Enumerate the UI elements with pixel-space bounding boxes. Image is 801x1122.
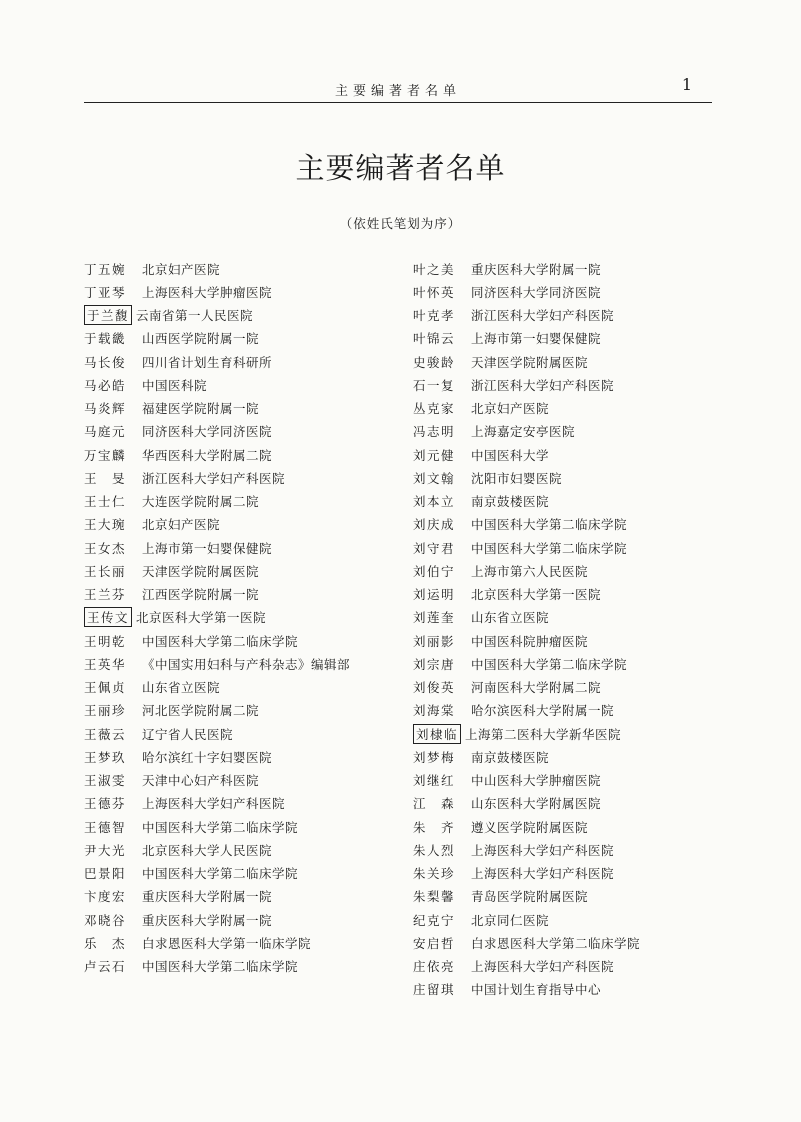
editor-entry (413, 629, 640, 652)
editor-affiliation: 山东省立医院 (142, 680, 221, 696)
editor-entry (84, 490, 350, 513)
editor-affiliation: 白求恩医科大学第二临床学院 (471, 935, 641, 951)
editor-name: 叶之美 (413, 261, 456, 277)
editor-name: 丛克家 (413, 401, 456, 417)
editor-entry (413, 443, 640, 466)
editor-entry (84, 327, 350, 350)
editor-name: 尹大光 (84, 842, 127, 858)
editor-entry (84, 792, 350, 815)
editor-name: 卞度宏 (84, 889, 127, 905)
editor-entry (413, 652, 640, 675)
editor-affiliation: 山西医学院附属一院 (142, 331, 260, 347)
editor-affiliation: 北京医科大学人民医院 (142, 842, 273, 858)
editor-affiliation: 重庆医科大学附属一院 (142, 889, 273, 905)
editor-entry (84, 815, 350, 838)
editor-affiliation: 上海市第六人民医院 (471, 563, 589, 579)
editor-affiliation: 中国医科大学第二临床学院 (142, 959, 299, 975)
editor-affiliation: 河北医学院附属二院 (142, 703, 260, 719)
editor-affiliation: 同济医科大学同济医院 (142, 424, 273, 440)
editor-name: 刘海棠 (413, 703, 456, 719)
editor-affiliation: 中国医科大学第二临床学院 (471, 517, 628, 533)
editor-name: 王薇云 (84, 726, 127, 742)
editor-affiliation: 天津医学院附属医院 (471, 354, 589, 370)
page-number: 1 (681, 75, 692, 94)
editor-entry (413, 862, 640, 885)
editor-name: 王兰芬 (84, 587, 127, 603)
editor-name: 刘伯宁 (413, 563, 456, 579)
editor-affiliation: 南京鼓楼医院 (471, 494, 550, 510)
editor-entry (413, 513, 640, 536)
editor-name: 刘俊英 (413, 680, 456, 696)
editor-affiliation: 天津医学院附属医院 (142, 563, 260, 579)
editor-affiliation: 江西医学院附属一院 (142, 587, 260, 603)
editor-name: 王德智 (84, 819, 127, 835)
editor-name: 王丽珍 (84, 703, 127, 719)
editor-name: 纪克宁 (413, 912, 456, 928)
editor-affiliation: 重庆医科大学附属一院 (471, 261, 602, 277)
editor-entry (84, 931, 350, 954)
editor-affiliation: 北京医科大学第一医院 (136, 610, 267, 626)
editor-affiliation: 中国医科大学第二临床学院 (142, 633, 299, 649)
editor-entry (413, 559, 640, 582)
editor-name: 史骏龄 (413, 354, 456, 370)
editor-affiliation: 上海医科大学妇产科医院 (142, 796, 286, 812)
editor-affiliation: 浙江医科大学妇产科医院 (471, 377, 615, 393)
editor-affiliation: 中国计划生育指导中心 (471, 982, 602, 998)
editor-name: 卢云石 (84, 959, 127, 975)
editor-name: 叶锦云 (413, 331, 456, 347)
editor-affiliation: 遵义医学院附属医院 (471, 819, 589, 835)
editor-entry (413, 490, 640, 513)
editor-entry (84, 280, 350, 303)
editor-name: 刘宗唐 (413, 656, 456, 672)
editor-name: 王传文 (84, 607, 132, 627)
editor-affiliation: 北京妇产医院 (471, 401, 550, 417)
editor-entry (413, 769, 640, 792)
editor-entry (84, 420, 350, 443)
editor-name: 刘丽影 (413, 633, 456, 649)
editor-name: 刘梦梅 (413, 749, 456, 765)
editor-name: 巴景阳 (84, 866, 127, 882)
editor-name: 丁亚琴 (84, 284, 127, 300)
editor-name: 马庭元 (84, 424, 127, 440)
editor-name: 朱 齐 (413, 819, 456, 835)
editor-name: 于兰馥 (84, 305, 132, 325)
editor-affiliation: 《中国实用妇科与产科杂志》编辑部 (142, 656, 351, 672)
editor-entry (84, 862, 350, 885)
editor-entry (84, 583, 350, 606)
editor-entry (413, 931, 640, 954)
editor-entry (413, 745, 640, 768)
editor-entry (84, 350, 350, 373)
right-column (413, 257, 640, 1001)
editor-entry (84, 629, 350, 652)
editor-name: 刘运明 (413, 587, 456, 603)
editor-name: 刘守君 (413, 540, 456, 556)
editor-name: 王德芬 (84, 796, 127, 812)
editor-affiliation: 上海市第一妇婴保健院 (471, 331, 602, 347)
editor-affiliation: 上海医科大学妇产科医院 (471, 959, 615, 975)
editor-entry (413, 792, 640, 815)
editor-name: 马炎辉 (84, 401, 127, 417)
editor-entry (413, 955, 640, 978)
editor-name: 朱关珍 (413, 866, 456, 882)
editor-entry (84, 466, 350, 489)
editor-name: 王女杰 (84, 540, 127, 556)
editor-affiliation: 中国医科大学第二临床学院 (471, 540, 628, 556)
editor-affiliation: 浙江医科大学妇产科医院 (142, 470, 286, 486)
editor-entry (413, 350, 640, 373)
editor-affiliation: 南京鼓楼医院 (471, 749, 550, 765)
editor-affiliation: 华西医科大学附属二院 (142, 447, 273, 463)
editor-name: 刘庆成 (413, 517, 456, 533)
editor-affiliation: 天津中心妇产科医院 (142, 773, 260, 789)
editor-entry (413, 606, 640, 629)
editor-affiliation: 哈尔滨医科大学附属一院 (471, 703, 615, 719)
editor-name: 冯志明 (413, 424, 456, 440)
editor-affiliation: 上海嘉定安亭医院 (471, 424, 576, 440)
editor-name: 王明乾 (84, 633, 127, 649)
editor-affiliation: 沈阳市妇婴医院 (471, 470, 563, 486)
editor-entry (413, 397, 640, 420)
editor-affiliation: 中国医科大学第二临床学院 (142, 866, 299, 882)
page-title: 主要编著者名单 (295, 151, 506, 185)
editor-entry (84, 536, 350, 559)
editor-affiliation: 上海医科大学妇产科医院 (471, 842, 615, 858)
editor-entry (413, 722, 640, 745)
editor-affiliation: 云南省第一人民医院 (136, 308, 254, 324)
editor-entry (413, 257, 640, 280)
editor-affiliation: 浙江医科大学妇产科医院 (471, 308, 615, 324)
editor-affiliation: 河南医科大学附属二院 (471, 680, 602, 696)
editor-name: 朱人烈 (413, 842, 456, 858)
editor-entry (413, 466, 640, 489)
editor-entry (413, 838, 640, 861)
editor-affiliation: 大连医学院附属二院 (142, 494, 260, 510)
running-title: 主要编著者名单 (334, 84, 461, 99)
editor-entry (413, 536, 640, 559)
editor-name: 王 旻 (84, 470, 127, 486)
left-column (84, 257, 350, 978)
editor-entry (413, 699, 640, 722)
editor-entry (84, 257, 350, 280)
editor-affiliation: 中国医科大学第二临床学院 (142, 819, 299, 835)
editor-affiliation: 四川省计划生育科研所 (142, 354, 273, 370)
editor-entry (413, 420, 640, 443)
editor-name: 朱梨馨 (413, 889, 456, 905)
editor-entry (413, 373, 640, 396)
editor-entry (413, 676, 640, 699)
editor-name: 叶克孝 (413, 308, 456, 324)
editor-name: 万宝麟 (84, 447, 127, 463)
editor-name: 刘继红 (413, 773, 456, 789)
editor-entry (413, 908, 640, 931)
editor-entry (84, 838, 350, 861)
editor-affiliation: 哈尔滨红十字妇婴医院 (142, 749, 273, 765)
editor-affiliation: 青岛医学院附属医院 (471, 889, 589, 905)
page-subtitle: （依姓氏笔划为序） (339, 216, 462, 231)
editor-affiliation: 上海医科大学妇产科医院 (471, 866, 615, 882)
editor-affiliation: 辽宁省人民医院 (142, 726, 234, 742)
editor-name: 王佩贞 (84, 680, 127, 696)
editor-affiliation: 重庆医科大学附属一院 (142, 912, 273, 928)
editor-affiliation: 同济医科大学同济医院 (471, 284, 602, 300)
editor-name: 刘莲奎 (413, 610, 456, 626)
editor-name: 叶怀英 (413, 284, 456, 300)
editor-name: 刘文翰 (413, 470, 456, 486)
editor-entry (84, 745, 350, 768)
editor-name: 王梦玖 (84, 749, 127, 765)
editor-entry (413, 327, 640, 350)
editor-entry (84, 652, 350, 675)
editor-entry (413, 304, 640, 327)
editor-name: 安启哲 (413, 935, 456, 951)
editor-entry (84, 885, 350, 908)
editor-entry (84, 908, 350, 931)
running-header (84, 75, 712, 103)
editor-affiliation: 中山医科大学肿瘤医院 (471, 773, 602, 789)
editor-affiliation: 中国医科院肿瘤医院 (471, 633, 589, 649)
editor-entry (84, 304, 350, 327)
editor-entry (413, 978, 640, 1001)
editor-name: 丁五婉 (84, 261, 127, 277)
editor-entry (84, 373, 350, 396)
editor-entry (84, 722, 350, 745)
editor-entry (84, 443, 350, 466)
editor-affiliation: 上海医科大学肿瘤医院 (142, 284, 273, 300)
editor-name: 刘棣临 (413, 724, 461, 744)
editor-name: 庄依亮 (413, 959, 456, 975)
editor-entry (84, 769, 350, 792)
editor-affiliation: 山东省立医院 (471, 610, 550, 626)
editor-affiliation: 中国医科大学第二临床学院 (471, 656, 628, 672)
editor-affiliation: 北京妇产医院 (142, 517, 221, 533)
editor-name: 庄留琪 (413, 982, 456, 998)
editor-name: 邓晓谷 (84, 912, 127, 928)
editor-entry (84, 699, 350, 722)
editor-entry (84, 676, 350, 699)
editor-affiliation: 北京妇产医院 (142, 261, 221, 277)
editor-entry (413, 280, 640, 303)
editor-affiliation: 上海第二医科大学新华医院 (465, 726, 622, 742)
editor-name: 石一复 (413, 377, 456, 393)
editor-name: 王淑雯 (84, 773, 127, 789)
editor-affiliation: 北京同仁医院 (471, 912, 550, 928)
editor-name: 马必皓 (84, 377, 127, 393)
editor-name: 于载畿 (84, 331, 127, 347)
editor-name: 乐 杰 (84, 935, 127, 951)
editor-affiliation: 福建医学院附属一院 (142, 401, 260, 417)
editor-name: 刘本立 (413, 494, 456, 510)
editor-entry (84, 397, 350, 420)
editor-affiliation: 山东医科大学附属医院 (471, 796, 602, 812)
editor-name: 王英华 (84, 656, 127, 672)
editor-name: 王士仁 (84, 494, 127, 510)
editor-name: 刘元健 (413, 447, 456, 463)
editor-entry (84, 606, 350, 629)
editor-entry (84, 513, 350, 536)
editor-name: 王大琬 (84, 517, 127, 533)
editor-affiliation: 中国医科大学 (471, 447, 550, 463)
editor-entry (413, 885, 640, 908)
editor-affiliation: 中国医科院 (142, 377, 208, 393)
editor-entry (413, 583, 640, 606)
editor-entry (84, 955, 350, 978)
editor-affiliation: 白求恩医科大学第一临床学院 (142, 935, 312, 951)
editor-name: 王长丽 (84, 563, 127, 579)
editor-affiliation: 上海市第一妇婴保健院 (142, 540, 273, 556)
editor-name: 江 森 (413, 796, 456, 812)
editor-entry (84, 559, 350, 582)
editor-affiliation: 北京医科大学第一医院 (471, 587, 602, 603)
editor-name: 马长俊 (84, 354, 127, 370)
editor-entry (413, 815, 640, 838)
